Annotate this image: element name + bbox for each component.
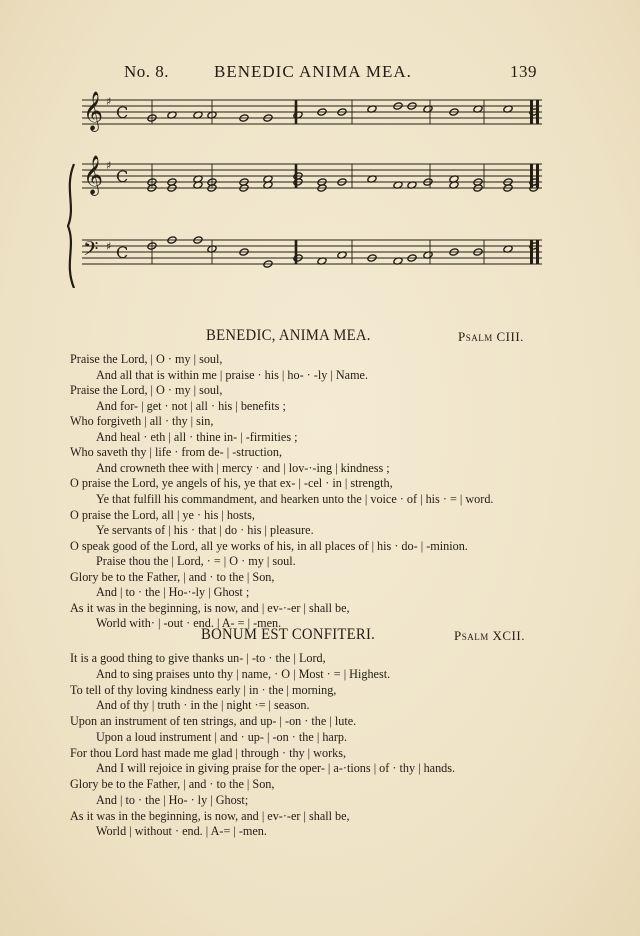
chant-number: No. 8. [124,62,170,81]
treble-clef: 𝄞 [83,91,104,131]
chant-1-line: Ye that fulfill his commandment, and hearken unto the | voice · of | his · = | word. [96,491,494,506]
sharp-sign: ♯ [106,95,112,108]
chant-1-line: And crowneth thee with | mercy · and | lov-·-ing | kindness ; [96,460,390,475]
chant-1-line: World with· | -out · end. | A- = | -men. [96,616,282,631]
chant-2-line: Upon an instrument of ten strings, and up- | -on · the | lute. [70,714,357,728]
treble-clef: 𝄞 [83,155,104,195]
chant-title-2: BONUM EST CONFITERI. [201,626,376,643]
running-title: BENEDIC ANIMA MEA. [214,62,412,81]
time-signature: C [116,167,129,186]
page-number: 139 [510,62,537,81]
chant-2-line: For thou Lord hast made me glad | through · thy | works, [70,745,347,760]
chant-1-line: O praise the Lord, all | ye · his | hosts, [70,507,255,522]
sharp-sign: ♯ [106,240,112,253]
time-signature: C [116,103,129,122]
chant-1-line: As it was in the beginning, is now, and | ev-·-er | shall be, [70,600,350,615]
psalm-reference-1: Psalm CIII. [458,329,524,344]
chant-1-line: And heal · eth | all · thine in- | -firmities ; [96,429,298,444]
chant-1-line: Glory be to the Father, | and · to the | Son, [70,569,275,584]
chant-1-line: And for- | get · not | all · his | benefits ; [96,398,286,413]
system-brace [68,164,74,288]
chant-2-line: It is a good thing to give thanks un- | -to · the | Lord, [70,651,326,665]
chant-1-line: Who saveth thy | life · from de- | -struction, [70,445,283,460]
chant-1-line: Praise thou the | Lord, · = | O · my | soul. [96,554,296,569]
psalm-reference-2: Psalm XCII. [454,628,525,643]
chant-1-line: And | to · the | Ho-·-ly | Ghost ; [96,585,250,600]
chant-2-line: As it was in the beginning, is now, and | ev-·-er | shall be, [70,808,350,823]
chant-1-line: Ye servants of | his · that | do · his | pleasure. [96,523,314,538]
music-score [60,88,550,288]
chant-2-line: And | to · the | Ho- · ly | Ghost; [96,792,249,807]
staff-lines [68,91,542,288]
chant-1-line: And all that is within me | praise · his | ho- · -ly | Name. [96,367,369,382]
page-header [0,62,640,84]
chant-2-line: To tell of thy loving kindness early | in · the | morning, [70,682,337,697]
chant-2-line: And I will rejoice in giving praise for the oper- | a-·tions | of · thy | hands. [96,761,456,776]
chant-1-line: Praise the Lord, | O · my | soul, [70,383,223,398]
sharp-sign: ♯ [106,159,112,172]
chant-2-line: World | without · end. | A-= | -men. [96,824,267,839]
chant-2-line: Glory be to the Father, | and · to the | Son, [70,777,275,791]
chant-title-1: BENEDIC, ANIMA MEA. [206,327,371,344]
chant-1-line: O speak good of the Lord, all ye works of his, in all places of | his · do- | -minion. [70,538,468,553]
chant-2-line: Upon a loud instrument | and · up- | -on · the | harp. [96,729,348,744]
chant-1-line: Praise the Lord, | O · my | soul, [70,352,223,366]
notes [147,102,539,268]
chant-2-line: And to sing praises unto thy | name, · O | Most · = | Highest. [96,666,391,681]
chant-1-line: Who forgiveth | all · thy | sin, [70,414,214,429]
bass-clef: 𝄢 [83,237,99,265]
time-signature: C [116,243,129,262]
chant-2-line: And of thy | truth · in the | night ·= | season. [96,698,310,713]
chant-1-line: O praise the Lord, ye angels of his, ye that ex- | -cel · in | strength, [70,476,393,491]
